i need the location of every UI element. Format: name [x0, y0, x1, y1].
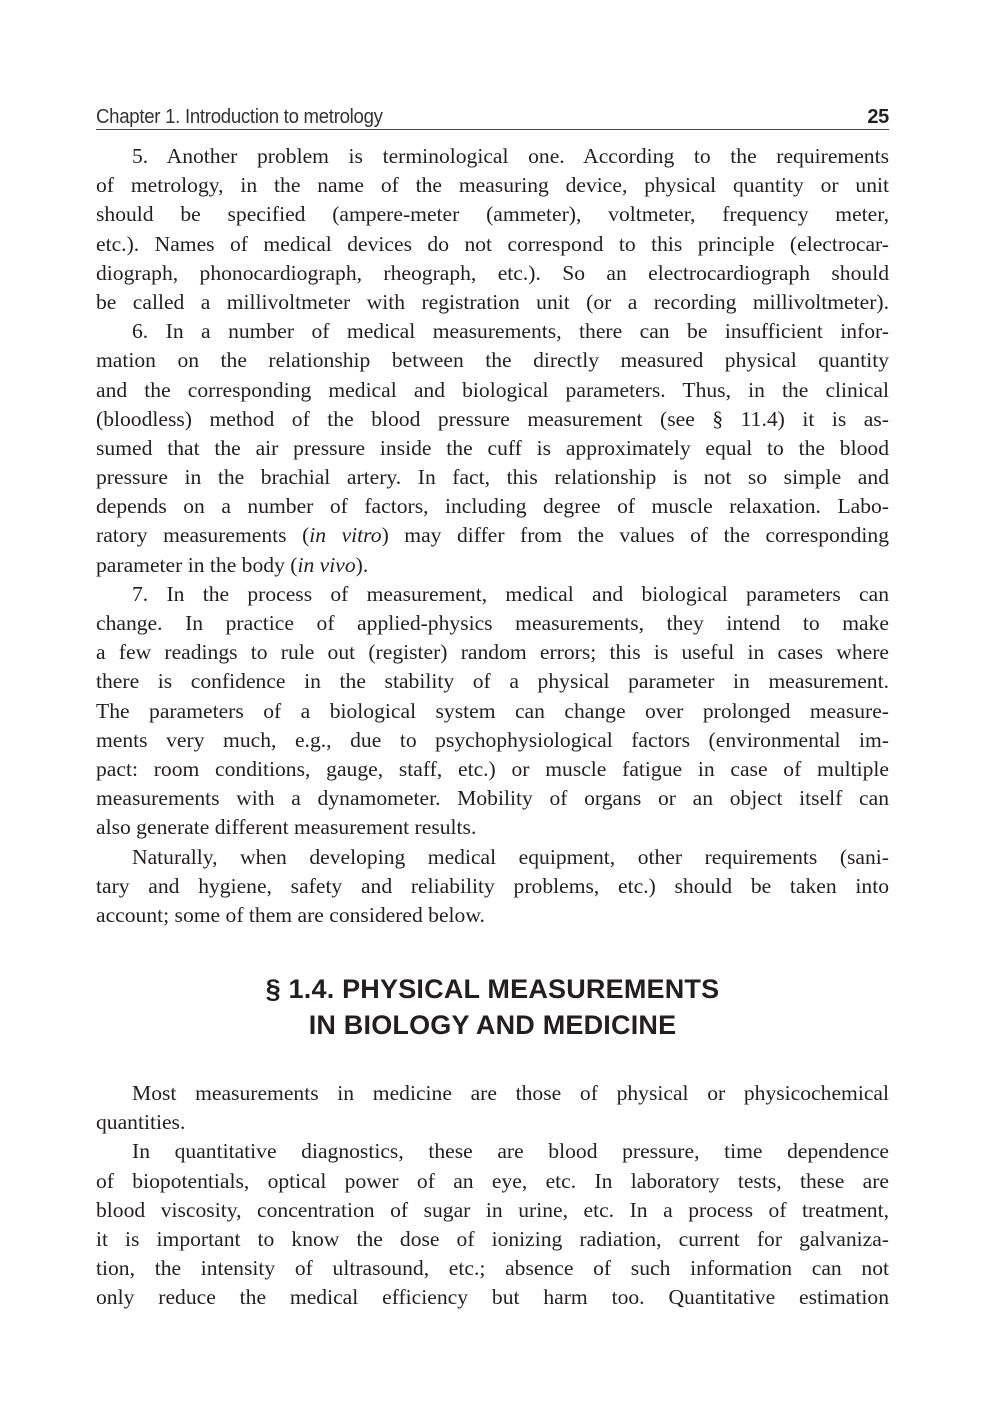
text-line: etc.). Names of medical devices do not correspond to this principle (electrocar-	[96, 231, 889, 256]
body-text	[96, 142, 889, 1313]
text-line: 6. In a number of medical measurements, there can be insufficient infor-	[132, 319, 889, 344]
text-line: 5. Another problem is terminological one. According to the requirements	[132, 144, 889, 168]
section-heading-line-1: § 1.4. PHYSICAL MEASUREMENTS	[265, 974, 720, 1005]
text-line: (bloodless) method of the blood pressure measurement (see § 11.4) it is as-	[96, 406, 889, 431]
text-line: pact: room conditions, gauge, staff, etc.) or muscle fatigue in case of multiple	[96, 756, 889, 781]
chapter-title: Chapter 1. Introduction to metrology	[96, 106, 383, 128]
text-line: 7. In the process of measurement, medical and biological parameters can	[132, 581, 889, 606]
text-line: it is important to know the dose of ionizing radiation, current for galvaniza-	[96, 1227, 889, 1251]
in-vivo-term: in vivo	[297, 552, 356, 577]
text-line: and the corresponding medical and biological parameters. Thus, in the clinical	[96, 377, 889, 402]
text-line: tion, the intensity of ultrasound, etc.; absence of such information can not	[96, 1256, 889, 1281]
text-line: pressure in the brachial artery. In fact, this relationship is not so simple and	[96, 465, 889, 490]
text-line: change. In practice of applied-physics measurements, they intend to make	[96, 611, 889, 635]
text-line: measurements with a dynamometer. Mobility of organs or an object itself can	[96, 786, 889, 811]
text-line: a few readings to rule out (register) random errors; this is useful in cases where	[96, 640, 889, 665]
text-line: account; some of them are considered below.	[96, 902, 485, 927]
paragraph-item-7	[96, 580, 889, 843]
text-line: ments very much, e.g., due to psychophysiological factors (environmental im-	[96, 727, 889, 752]
paragraph-item-5	[96, 142, 889, 317]
text-line: parameter in the body (in vivo).	[96, 552, 369, 577]
paragraph-item-6	[96, 317, 889, 580]
paragraph-quantitative-diagnostics	[96, 1137, 889, 1312]
text-line: blood viscosity, concentration of sugar in urine, etc. In a process of treatment,	[96, 1197, 889, 1222]
text-line: ratory measurements (in vitro) may differ from the values of the corresponding	[96, 523, 889, 548]
book-page	[96, 100, 889, 1313]
text-line: quantities.	[96, 1110, 186, 1135]
text-line: also generate different measurement results.	[96, 815, 477, 840]
text-line: only reduce the medical efficiency but harm too. Quantitative estimation	[96, 1285, 889, 1310]
in-vitro-term: in vitro	[309, 523, 382, 548]
text-line: there is confidence in the stability of a physical parameter in measurement.	[96, 669, 889, 694]
text-line: should be specified (ampere-meter (ammeter), voltmeter, frequency meter,	[96, 202, 889, 227]
paragraph-naturally	[96, 843, 889, 931]
running-header	[96, 100, 889, 130]
text-line: The parameters of a biological system can change over prolonged measure-	[96, 698, 889, 723]
text-line: Naturally, when developing medical equipment, other requirements (sani-	[132, 844, 889, 869]
text-line: diograph, phonocardiograph, rheograph, etc.). So an electrocardiograph should	[96, 260, 889, 285]
section-heading-line-2: IN BIOLOGY AND MEDICINE	[308, 1010, 677, 1041]
text-line: In quantitative diagnostics, these are blood pressure, time dependence	[132, 1139, 889, 1164]
text-line: sumed that the air pressure inside the cuff is approximately equal to the blood	[96, 435, 889, 460]
text-line: depends on a number of factors, including degree of muscle relaxation. Labo-	[96, 494, 889, 519]
text-line: of biopotentials, optical power of an eye, etc. In laboratory tests, these are	[96, 1168, 889, 1193]
text-line: Most measurements in medicine are those of physical or physicochemical	[132, 1081, 889, 1106]
page-number: 25	[867, 106, 889, 128]
text-line: be called a millivoltmeter with registration unit (or a recording millivoltmeter).	[96, 289, 889, 314]
text-line: of metrology, in the name of the measuring device, physical quantity or unit	[96, 173, 889, 198]
paragraph-most-measurements	[96, 1079, 889, 1137]
text-line: mation on the relationship between the directly measured physical quantity	[96, 348, 889, 373]
section-heading	[96, 971, 889, 1043]
text-line: tary and hygiene, safety and reliability problems, etc.) should be taken into	[96, 873, 889, 898]
